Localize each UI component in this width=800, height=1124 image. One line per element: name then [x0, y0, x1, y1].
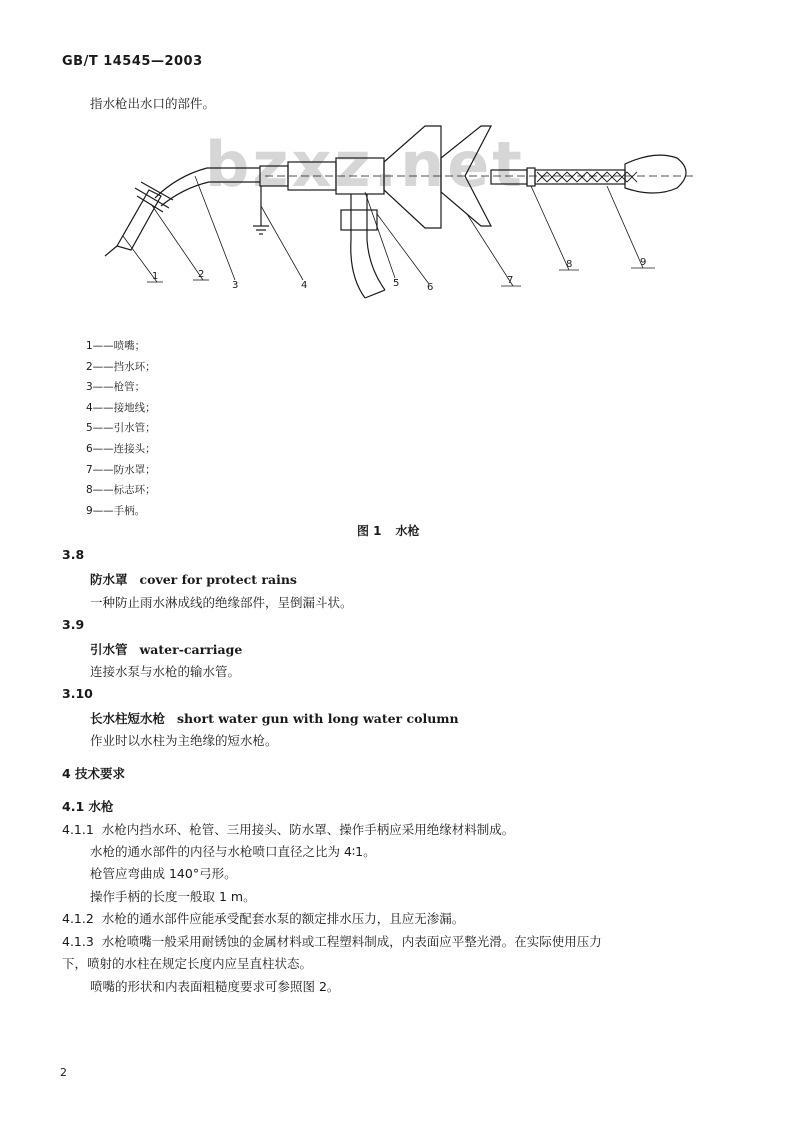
callout-9: 9 — [640, 257, 647, 268]
term-definition: 作业时以水柱为主绝缘的短水枪。 — [90, 733, 278, 748]
subsection-heading: 4.1 水枪 — [62, 799, 114, 814]
term-heading — [90, 570, 297, 588]
legend-item: 9——手柄。 — [86, 504, 146, 517]
clause-number: 3.8 — [62, 547, 85, 562]
shield-cone-shape — [384, 126, 441, 228]
legend-item: 7——防水罩； — [86, 463, 156, 476]
paragraph-number: 4.1.3 — [62, 934, 94, 949]
term-cn: 引水管 — [90, 642, 128, 657]
clause-number: 3.10 — [62, 686, 93, 701]
paragraph — [62, 820, 514, 838]
figure-title: 水枪 — [395, 524, 420, 538]
callout-2: 2 — [198, 269, 205, 280]
clause-number: 3.9 — [62, 617, 85, 632]
term-cn: 防水罩 — [90, 572, 128, 587]
paragraph: 下，喷射的水柱在规定长度内应呈直柱状态。 — [62, 956, 313, 971]
barrel-shape — [155, 168, 260, 198]
legend-item: 8——标志环； — [86, 484, 156, 497]
figure-legend — [86, 336, 156, 521]
intro-text: 指水枪出水口的部件。 — [90, 96, 216, 111]
paragraph — [62, 909, 464, 927]
term-en: cover for protect rains — [139, 572, 297, 587]
legend-item: 5——引水管； — [86, 422, 156, 435]
term-en: water-carriage — [139, 642, 243, 657]
callout-6: 6 — [427, 282, 434, 293]
water-gun-diagram — [95, 118, 735, 318]
section-heading: 4 技术要求 — [62, 766, 126, 781]
callout-3: 3 — [232, 280, 239, 291]
legend-item: 2——挡水环； — [86, 360, 156, 373]
callout-5: 5 — [393, 278, 400, 289]
term-heading — [90, 709, 459, 727]
paragraph: 喷嘴的形状和内表面粗糙度要求可参照图 2。 — [90, 979, 340, 994]
term-definition: 连接水泵与水枪的输水管。 — [90, 664, 241, 679]
page-number: 2 — [60, 1066, 67, 1079]
paragraph — [62, 932, 602, 950]
paragraph: 操作手柄的长度一般取 1 m。 — [90, 889, 256, 904]
paragraph-text: 水枪的通水部件应能承受配套水泵的额定排水压力，且应无渗漏。 — [101, 911, 465, 926]
term-en: short water gun with long water column — [177, 711, 459, 726]
term-heading — [90, 640, 242, 658]
paragraph-text: 水枪内挡水环、枪管、三用接头、防水罩、操作手柄应采用绝缘材料制成。 — [101, 822, 515, 837]
paragraph: 枪管应弯曲成 140°弓形。 — [90, 866, 237, 881]
callout-7: 7 — [507, 275, 514, 286]
paragraph-number: 4.1.1 — [62, 822, 94, 837]
legend-item: 6——连接头； — [86, 442, 156, 455]
standard-code: GB/T 14545—2003 — [62, 54, 203, 69]
callout-4: 4 — [301, 280, 308, 291]
watermark: bzxz.net — [205, 128, 525, 201]
callout-1: 1 — [152, 271, 159, 282]
handle-shape — [625, 155, 686, 193]
legend-item: 1——喷嘴； — [86, 340, 146, 352]
callout-8: 8 — [566, 259, 573, 270]
paragraph-text: 水枪喷嘴一般采用耐锈蚀的金属材料或工程塑料制成，内表面应平整光滑。在实际使用压力 — [101, 934, 602, 949]
legend-item: 4——接地线； — [86, 401, 156, 414]
marker-ring-shape — [527, 168, 535, 186]
term-definition: 一种防止雨水淋成线的绝缘部件，呈倒漏斗状。 — [90, 595, 353, 610]
figure-number: 图 1 — [357, 524, 382, 538]
paragraph: 水枪的通水部件的内径与水枪喷口直径之比为 4∶1。 — [90, 844, 376, 859]
paragraph-number: 4.1.2 — [62, 911, 94, 926]
figure-caption — [357, 522, 420, 539]
term-cn: 长水柱短水枪 — [90, 711, 166, 726]
legend-item: 3——枪管； — [86, 381, 146, 394]
